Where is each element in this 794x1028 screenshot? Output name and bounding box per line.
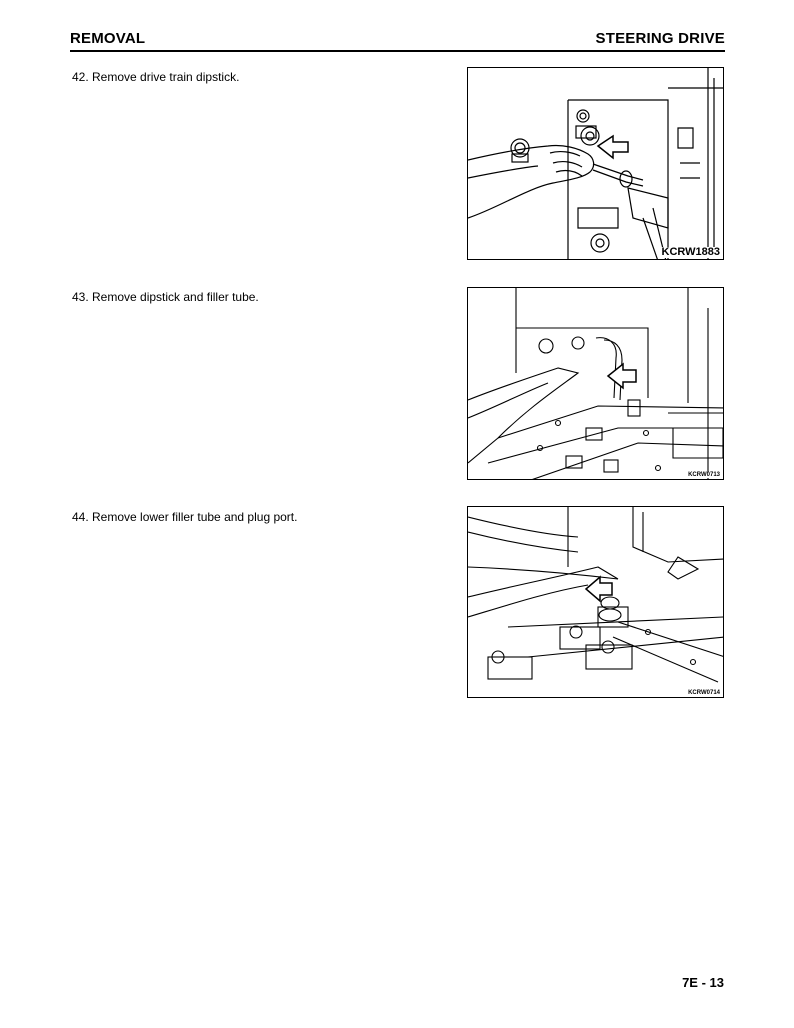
step-44-text: 44. Remove lower filler tube and plug port. bbox=[72, 510, 298, 524]
figure-label: KCRW1883 bbox=[661, 246, 720, 258]
page-header bbox=[70, 28, 725, 52]
page-number: 7E - 13 bbox=[682, 975, 724, 990]
lower-filler-tube-illustration bbox=[468, 507, 724, 698]
figure-step-43 bbox=[467, 287, 724, 480]
figure-label: KCRW0713 bbox=[688, 472, 720, 478]
filler-tube-illustration bbox=[468, 288, 724, 480]
figure-step-44 bbox=[467, 506, 724, 698]
dipstick-illustration bbox=[468, 68, 724, 260]
section-title: REMOVAL bbox=[70, 30, 146, 47]
chapter-title: STEERING DRIVE bbox=[595, 30, 725, 47]
step-42-text: 42. Remove drive train dipstick. bbox=[72, 70, 240, 84]
step-43-text: 43. Remove dipstick and filler tube. bbox=[72, 290, 259, 304]
figure-label: KCRW0714 bbox=[688, 690, 720, 696]
figure-step-42 bbox=[467, 67, 724, 260]
